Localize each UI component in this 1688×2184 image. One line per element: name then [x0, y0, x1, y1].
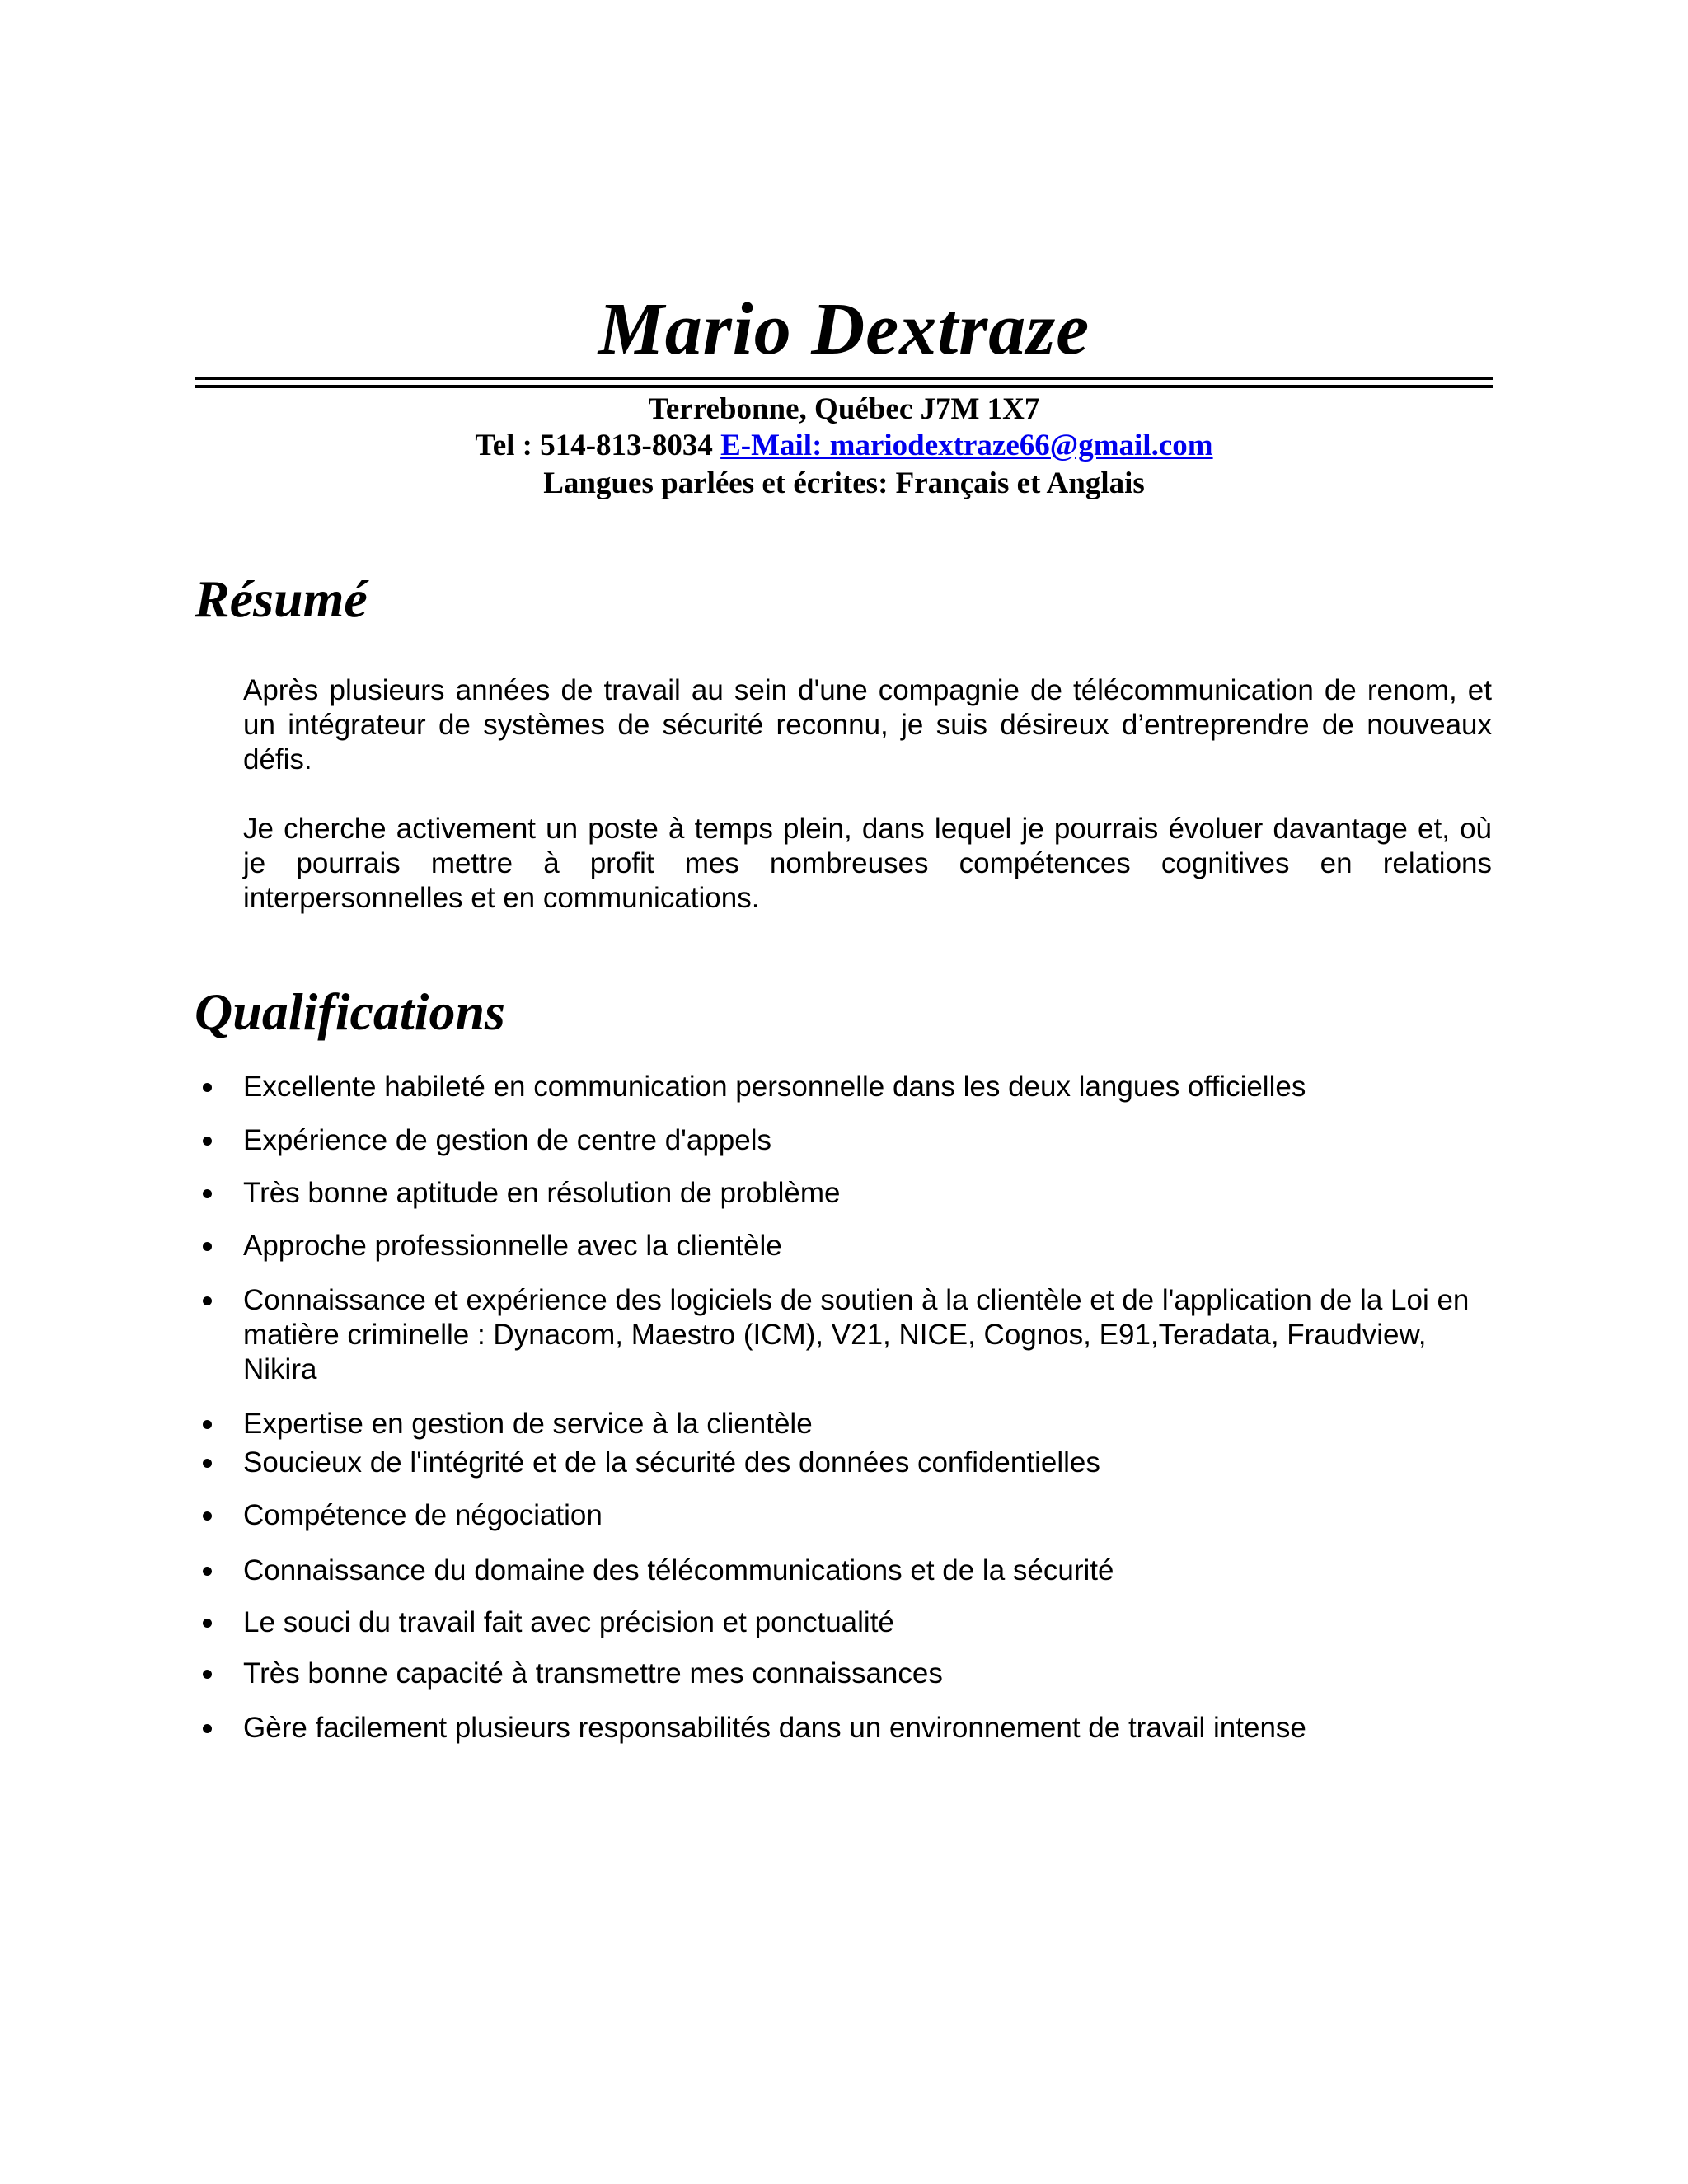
bullet-icon: [203, 1511, 212, 1521]
bullet-icon: [203, 1567, 212, 1576]
summary-paragraph-1: Après plusieurs années de travail au sein d'une compagnie de télécommunication de renom, et un intégrateur de systèmes de sécurité reconnu, je suis désireux d’entreprendre de nouveaux défis.: [243, 674, 1492, 776]
phone-text: Tel : 514-813-8034: [475, 429, 721, 462]
list-item-text: Expertise en gestion de service à la clientèle: [243, 1408, 813, 1440]
summary-paragraph-2: Je cherche activement un poste à temps plein, dans lequel je pourrais évoluer davantage et, où je pourrais mettre à profit mes nombreuses compétences cognitives en relations interpersonnelles et en communications.: [243, 813, 1492, 914]
header-rule-bottom: [195, 385, 1493, 388]
qualifications-heading: Qualifications: [195, 982, 505, 1041]
list-item-text: Très bonne aptitude en résolution de problème: [243, 1177, 841, 1209]
list-item-text: Expérience de gestion de centre d'appels: [243, 1124, 772, 1156]
list-item-text: Le souci du travail fait avec précision et ponctualité: [243, 1606, 894, 1638]
bullet-icon: [203, 1137, 212, 1146]
list-item-text: Approche professionnelle avec la clientèle: [243, 1230, 782, 1262]
email-link[interactable]: E-Mail: mariodextraze66@gmail.com: [720, 429, 1213, 462]
bullet-icon: [203, 1242, 212, 1251]
bullet-icon: [203, 1619, 212, 1628]
bullet-icon: [203, 1459, 212, 1468]
candidate-name: Mario Dextraze: [598, 288, 1090, 370]
address-line: Terrebonne, Québec J7M 1X7: [648, 392, 1040, 426]
list-item-text: Gère facilement plusieurs responsabilités dans un environnement de travail intense: [243, 1712, 1306, 1744]
phone-email-line: [195, 427, 1493, 465]
bullet-icon: [203, 1189, 212, 1198]
bullet-icon: [203, 1670, 212, 1679]
summary-heading: Résumé: [195, 569, 368, 628]
list-item-text: Connaissance et expérience des logiciels de soutien à la clientèle et de l'application de la Loi en matière criminelle : Dynacom, Maestro (ICM), V21, NICE, Cognos, E91,Teradata, Fraudview, Nikira: [243, 1284, 1470, 1385]
list-item-text: Compétence de négociation: [243, 1499, 603, 1531]
bullet-icon: [203, 1083, 212, 1092]
header-rule-top: [195, 377, 1493, 380]
bullet-icon: [203, 1420, 212, 1429]
list-item-text: Très bonne capacité à transmettre mes connaissances: [243, 1657, 943, 1690]
languages-line: Langues parlées et écrites: Français et Anglais: [543, 466, 1145, 500]
list-item-text: Excellente habileté en communication personnelle dans les deux langues officielles: [243, 1071, 1306, 1103]
list-item-text: Connaissance du domaine des télécommunications et de la sécurité: [243, 1554, 1114, 1586]
bullet-icon: [203, 1296, 212, 1305]
list-item-text: Soucieux de l'intégrité et de la sécurité des données confidentielles: [243, 1446, 1100, 1479]
bullet-icon: [203, 1724, 212, 1733]
